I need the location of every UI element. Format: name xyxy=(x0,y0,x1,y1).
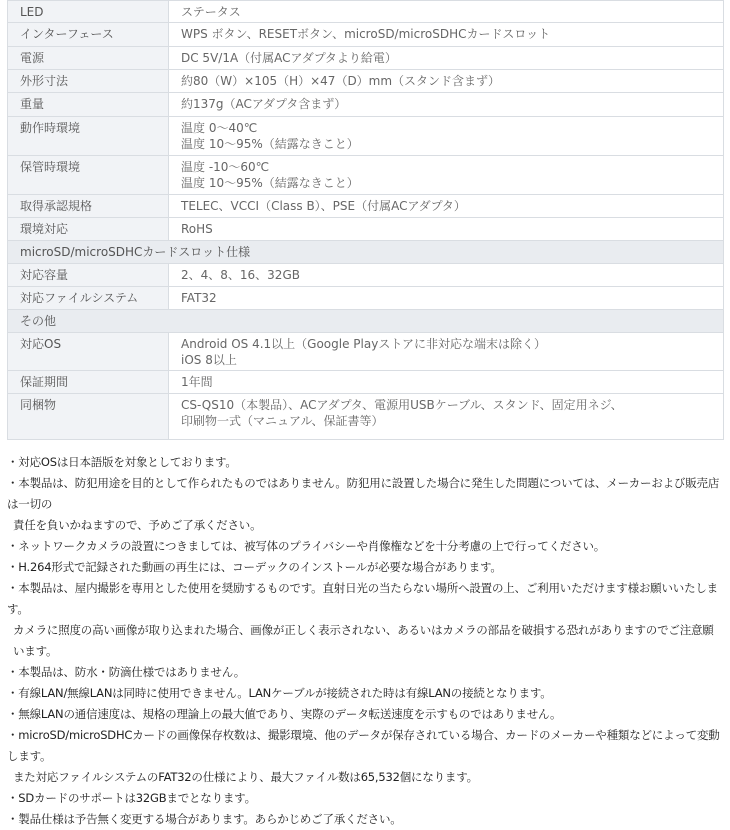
note-item xyxy=(7,725,723,788)
spec-row xyxy=(8,23,724,47)
note-text: ・microSD/microSDHCカードの画像保存枚数は、撮影環境、他のデータが保存されている場合、カードのメーカーや種類などによって変動します。 xyxy=(7,728,720,763)
spec-key: 外形寸法 xyxy=(8,70,169,93)
spec-value xyxy=(169,23,724,47)
spec-section-title: その他 xyxy=(8,310,724,333)
note-text: ・本製品は、防水・防滴仕様ではありません。 xyxy=(7,665,245,679)
spec-value xyxy=(169,195,724,218)
spec-section-row xyxy=(8,310,724,333)
spec-row xyxy=(8,264,724,287)
spec-value-line: WPS ボタン、RESETボタン、microSD/microSDHCカードスロット xyxy=(181,27,551,41)
spec-value-line: RoHS xyxy=(181,222,213,236)
spec-row xyxy=(8,287,724,310)
note-text: ・製品仕様は予告無く変更する場合があります。あらかじめご了承ください。 xyxy=(7,812,402,826)
note-item xyxy=(7,662,723,683)
spec-table xyxy=(7,0,724,440)
spec-value-line: FAT32 xyxy=(181,291,217,305)
note-text: ・本製品は、屋内撮影を専用とした使用を奨励するものです。直射日光の当たらない場所へ設置の上、ご利用いただけます様お願いいたします。 xyxy=(7,581,718,616)
spec-key: 保証期間 xyxy=(8,371,169,394)
spec-key: 電源 xyxy=(8,47,169,70)
spec-row xyxy=(8,371,724,394)
spec-value-line: DC 5V/1A（付属ACアダプタより給電） xyxy=(181,51,397,65)
note-text-continued: また対応ファイルシステムのFAT32の仕様により、最大ファイル数は65,532個になります。 xyxy=(13,770,478,784)
spec-value-line: Android OS 4.1以上（Google Playストアに非対応な端末は除く） xyxy=(181,337,546,351)
spec-key: 同梱物 xyxy=(8,394,169,440)
note-item xyxy=(7,536,723,557)
spec-key: 取得承認規格 xyxy=(8,195,169,218)
note-item xyxy=(7,557,723,578)
spec-value xyxy=(169,156,724,195)
spec-key: 重量 xyxy=(8,93,169,117)
spec-row xyxy=(8,1,724,23)
spec-key: 対応容量 xyxy=(8,264,169,287)
spec-key: 動作時環境 xyxy=(8,117,169,156)
spec-row xyxy=(8,333,724,371)
spec-row xyxy=(8,70,724,93)
note-text: ・有線LAN/無線LANは同時に使用できません。LANケーブルが接続された時は有線LANの接続となります。 xyxy=(7,686,552,700)
spec-value-line: 約137g（ACアダプタ含まず） xyxy=(181,97,347,111)
spec-key: インターフェース xyxy=(8,23,169,47)
note-text: ・対応OSは日本語版を対象としております。 xyxy=(7,455,237,469)
spec-value xyxy=(169,287,724,310)
spec-value xyxy=(169,333,724,371)
spec-value-line: 温度 10～95%（結露なきこと） xyxy=(181,137,359,151)
note-item xyxy=(7,809,723,830)
spec-key: 対応ファイルシステム xyxy=(8,287,169,310)
note-text: ・ネットワークカメラの設置につきましては、被写体のプライバシーや肖像権などを十分考慮の上で行ってください。 xyxy=(7,539,606,553)
spec-value-line: iOS 8以上 xyxy=(181,353,237,367)
spec-table-body xyxy=(8,1,724,440)
spec-value xyxy=(169,117,724,156)
note-text: ・本製品は、防犯用途を目的として作られたものではありません。防犯用に設置した場合に発生した問題については、メーカーおよび販売店は一切の xyxy=(7,476,720,511)
spec-value-line: 印刷物一式（マニュアル、保証書等） xyxy=(181,414,384,428)
spec-key: 対応OS xyxy=(8,333,169,371)
note-text-continued: カメラに照度の高い画像が取り込まれた場合、画像が正しく表示されない、あるいはカメラの部品を破損する恐れがありますのでご注意願います。 xyxy=(13,623,714,658)
spec-value xyxy=(169,47,724,70)
spec-value-line: 1年間 xyxy=(181,375,213,389)
note-item xyxy=(7,683,723,704)
note-item xyxy=(7,578,723,662)
spec-section-title: microSD/microSDHCカードスロット仕様 xyxy=(8,241,724,264)
note-text-continued: 責任を負いかねますので、予めご了承ください。 xyxy=(13,518,262,532)
note-text: ・無線LANの通信速度は、規格の理論上の最大値であり、実際のデータ転送速度を示すものではありません。 xyxy=(7,707,562,721)
spec-key: 保管時環境 xyxy=(8,156,169,195)
spec-value-line: 2、4、8、16、32GB xyxy=(181,268,300,282)
note-item xyxy=(7,452,723,473)
spec-value-line: 約80（W）×105（H）×47（D）mm（スタンド含まず） xyxy=(181,74,501,88)
spec-row xyxy=(8,394,724,440)
spec-value-line: 温度 0～40℃ xyxy=(181,121,258,135)
note-item xyxy=(7,704,723,725)
spec-value-line: ステータス xyxy=(181,5,241,19)
spec-row xyxy=(8,93,724,117)
spec-value xyxy=(169,394,724,440)
spec-value-line: 温度 10～95%（結露なきこと） xyxy=(181,176,359,190)
spec-value xyxy=(169,371,724,394)
spec-key: 環境対応 xyxy=(8,218,169,241)
spec-key: LED xyxy=(8,1,169,23)
note-text: ・H.264形式で記録された動画の再生には、コーデックのインストールが必要な場合があります。 xyxy=(7,560,502,574)
note-item xyxy=(7,473,723,536)
spec-row xyxy=(8,218,724,241)
note-text: ・SDカードのサポートは32GBまでとなります。 xyxy=(7,791,256,805)
spec-value xyxy=(169,70,724,93)
spec-section-row xyxy=(8,241,724,264)
spec-value-line: TELEC、VCCI（Class B）、PSE（付属ACアダプタ） xyxy=(181,199,466,213)
spec-value-line: 温度 -10～60℃ xyxy=(181,160,270,174)
spec-row xyxy=(8,195,724,218)
notes-list xyxy=(7,452,723,830)
spec-value xyxy=(169,218,724,241)
spec-value xyxy=(169,264,724,287)
spec-row xyxy=(8,117,724,156)
spec-value-line: CS-QS10（本製品）、ACアダプタ、電源用USBケーブル、スタンド、固定用ネジ、 xyxy=(181,398,623,412)
spec-value xyxy=(169,1,724,23)
spec-value xyxy=(169,93,724,117)
spec-row xyxy=(8,47,724,70)
note-item xyxy=(7,788,723,809)
spec-row xyxy=(8,156,724,195)
